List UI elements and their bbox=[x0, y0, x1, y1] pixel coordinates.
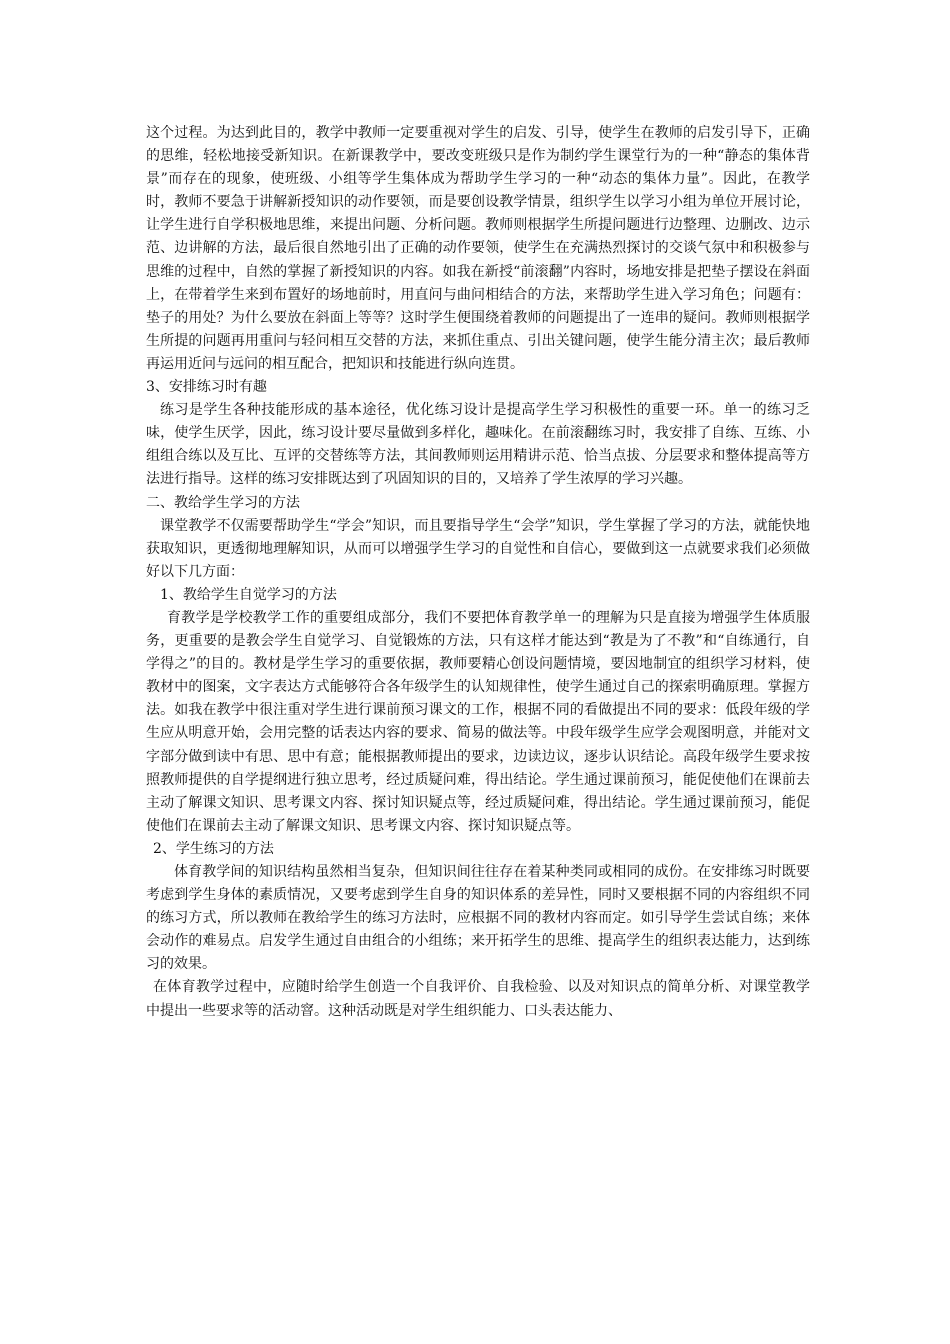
paragraph-self-study: 育教学是学校教学工作的重要组成部分，我们不要把体育教学单一的理解为只是直接为增强学生体质服务，更重要的是教会学生自觉学习、自觉锻炼的方法，只有这样才能达到“教是为了不教”和“自练通行，自学得之”的目的。教材是学生学习的重要依据，教师要精心创设问题情境，要因地制宜的组织学习材料，使教材中的图案，文字表达方式能够符合各年级学生的认知规律性，使学生通过自己的探索明确原理。掌握方法。如我在教学中很注重对学生进行课前预习课文的工作，根据不同的看做提出不同的要求：低段年级的学生应从明意开始，会用完整的话表达内容的要求、简易的做法等。中段年级学生应学会观图明意，并能对文字部分做到读中有思、思中有意；能根据教师提出的要求，边读边议，逐步认识结论。高段年级学生要求按照教师提供的自学提纲进行独立思考，经过质疑问难，得出结论。学生通过课前预习，能促使他们在课前去主动了解课文知识、思考课文内容、探讨知识疑点等，经过质疑问难，得出结论。学生通过课前预习，能促使他们在课前去主动了解课文知识、思考课文内容、探讨知识疑点等。 bbox=[146, 609, 810, 834]
paragraph-practice: 练习是学生各种技能形成的基本途径，优化练习设计是提高学生学习积极性的重要一环。单一的练习乏味，使学生厌学，因此，练习设计要尽量做到多样化，趣味化。在前滚翻练习时，我安排了自练、互练、小组组合练以及互比、互评的交替练等方法，其间教师则运用精讲示范、恰当点拔、分层要求和整体提高等方法进行指导。这样的练习安排既达到了巩固知识的目的，又培养了学生浓厚的学习兴趣。 bbox=[146, 402, 810, 488]
paragraph-student-practice: 体育教学间的知识结构虽然相当复杂，但知识间往往存在着某种类同或相同的成份。在安排练习时既要考虑到学生身体的素质情况，又要考虑到学生自身的知识体系的差异性，同时又要根据不同的内容组织不同的练习方式，所以教师在教给学生的练习方法时，应根据不同的教材内容而定。如引导学生尝试自练；来体会动作的难易点。启发学生通过自由组合的小组练；来开拓学生的思维、提高学生的组织表达能力，达到练习的效果。 bbox=[146, 864, 810, 973]
document-page bbox=[146, 122, 810, 1023]
heading-student-practice: 2、学生练习的方法 bbox=[153, 840, 274, 857]
heading-self-study: 1、教给学生自觉学习的方法 bbox=[160, 586, 337, 603]
paragraph-learning-methods: 课堂教学不仅需要帮助学生“学会”知识，而且要指导学生“会学”知识，学生掌握了学习的方法，就能快地获取知识，更透彻地理解知识，从而可以增强学生学习的自觉性和自信心，要做到这一点就要求我们必须做好以下几方面： bbox=[146, 517, 810, 580]
paragraph-continuation: 这个过程。为达到此目的，教学中教师一定要重视对学生的启发、引导，使学生在教师的启发引导下，正确的思维，轻松地接受新知识。在新课教学中，要改变班级只是作为制约学生课堂行为的一种“静态的集体背景”而存在的现象，使班级、小组等学生集体成为帮助学生学习的一种“动态的集体力量”。因此，在教学时，教师不要急于讲解新授知识的动作要领，而是要创设教学情景，组织学生以学习小组为单位开展讨论，让学生进行自学积极地思维，来提出问题、分析问题。教师则根据学生所提问题进行边整理、边删改、边示范、边讲解的方法，最后很自然地引出了正确的动作要领，使学生在充满热烈探讨的交谈气氛中和积极参与思维的过程中，自然的掌握了新授知识的内容。如我在新授“前滚翻”内容时，场地安排是把垫子摆设在斜面上，在带着学生来到布置好的场地前时，用直问与曲问相结合的方法，来帮助学生进入学习角色；问题有：垫子的用处？为什么要放在斜面上等等？这时学生便围绕着教师的问题提出了一连串的疑问。教师则根据学生所提的问题再用重问与轻问相互交替的方法，来抓住重点、引出关键问题，使学生能分清主次；最后教师再运用近问与远问的相互配合，把知识和技能进行纵向连贯。 bbox=[146, 125, 810, 372]
heading-learning-methods: 二、教给学生学习的方法 bbox=[146, 494, 300, 511]
heading-practice-interest: 3、安排练习时有趣 bbox=[146, 379, 267, 396]
paragraph-self-evaluation: 在体育教学过程中，应随时给学生创造一个自我评价、自我检验、以及对知识点的简单分析、对课堂教学中提出一些要求等的活动窨。这种活动既是对学生组织能力、口头表达能力、 bbox=[146, 979, 810, 1019]
